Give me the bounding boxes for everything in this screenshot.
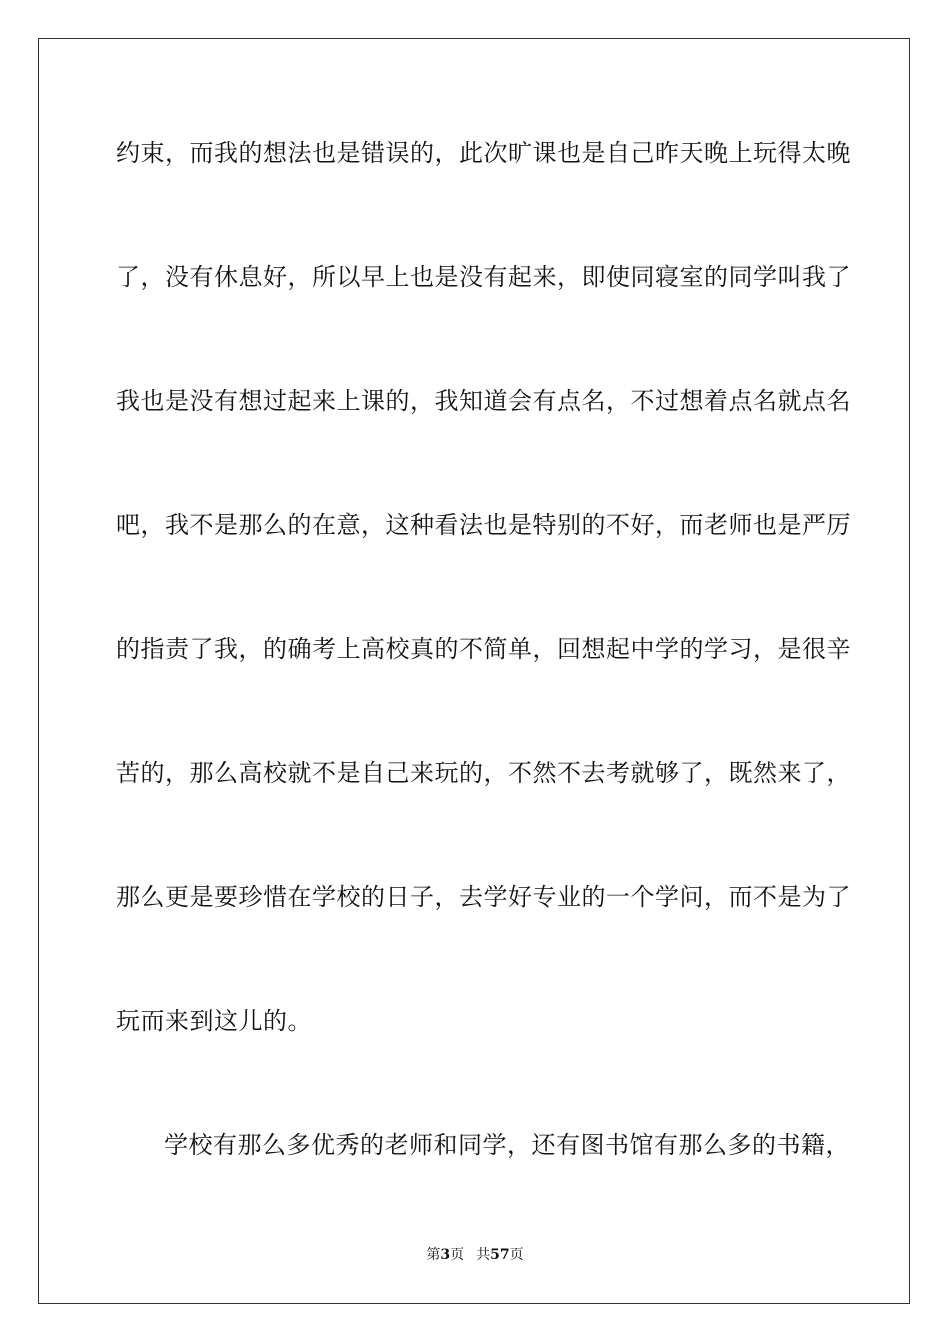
total-pages: 57 (490, 1247, 510, 1263)
text-line: 那么更是要珍惜在学校的日子，去学好专业的一个学问，而不是为了 (116, 883, 851, 911)
page-number: 3 (440, 1247, 451, 1263)
text-line: 吧，我不是那么的在意，这种看法也是特别的不好，而老师也是严厉 (116, 511, 851, 539)
text-line: 约束，而我的想法也是错误的，此次旷课也是自己昨天晚上玩得太晚 (116, 139, 851, 167)
page-prefix: 第 (426, 1247, 441, 1263)
text-line: 苦的，那么高校就不是自己来玩的，不然不去考就够了，既然来了， (116, 759, 851, 787)
page-footer (0, 1245, 950, 1265)
total-prefix: 共 (476, 1247, 491, 1263)
text-line: 玩而来到这儿的。 (116, 1007, 312, 1035)
page-suffix: 页 (450, 1247, 465, 1263)
paragraph-start-line: 学校有那么多优秀的老师和同学，还有图书馆有那么多的书籍， (164, 1131, 850, 1159)
total-suffix: 页 (509, 1247, 524, 1263)
text-line: 的指责了我，的确考上高校真的不简单，回想起中学的学习，是很辛 (116, 635, 851, 663)
document-body (116, 127, 851, 1243)
text-line: 了，没有休息好，所以早上也是没有起来，即使同寝室的同学叫我了 (116, 263, 851, 291)
text-line: 我也是没有想过起来上课的，我知道会有点名，不过想着点名就点名 (116, 387, 851, 415)
